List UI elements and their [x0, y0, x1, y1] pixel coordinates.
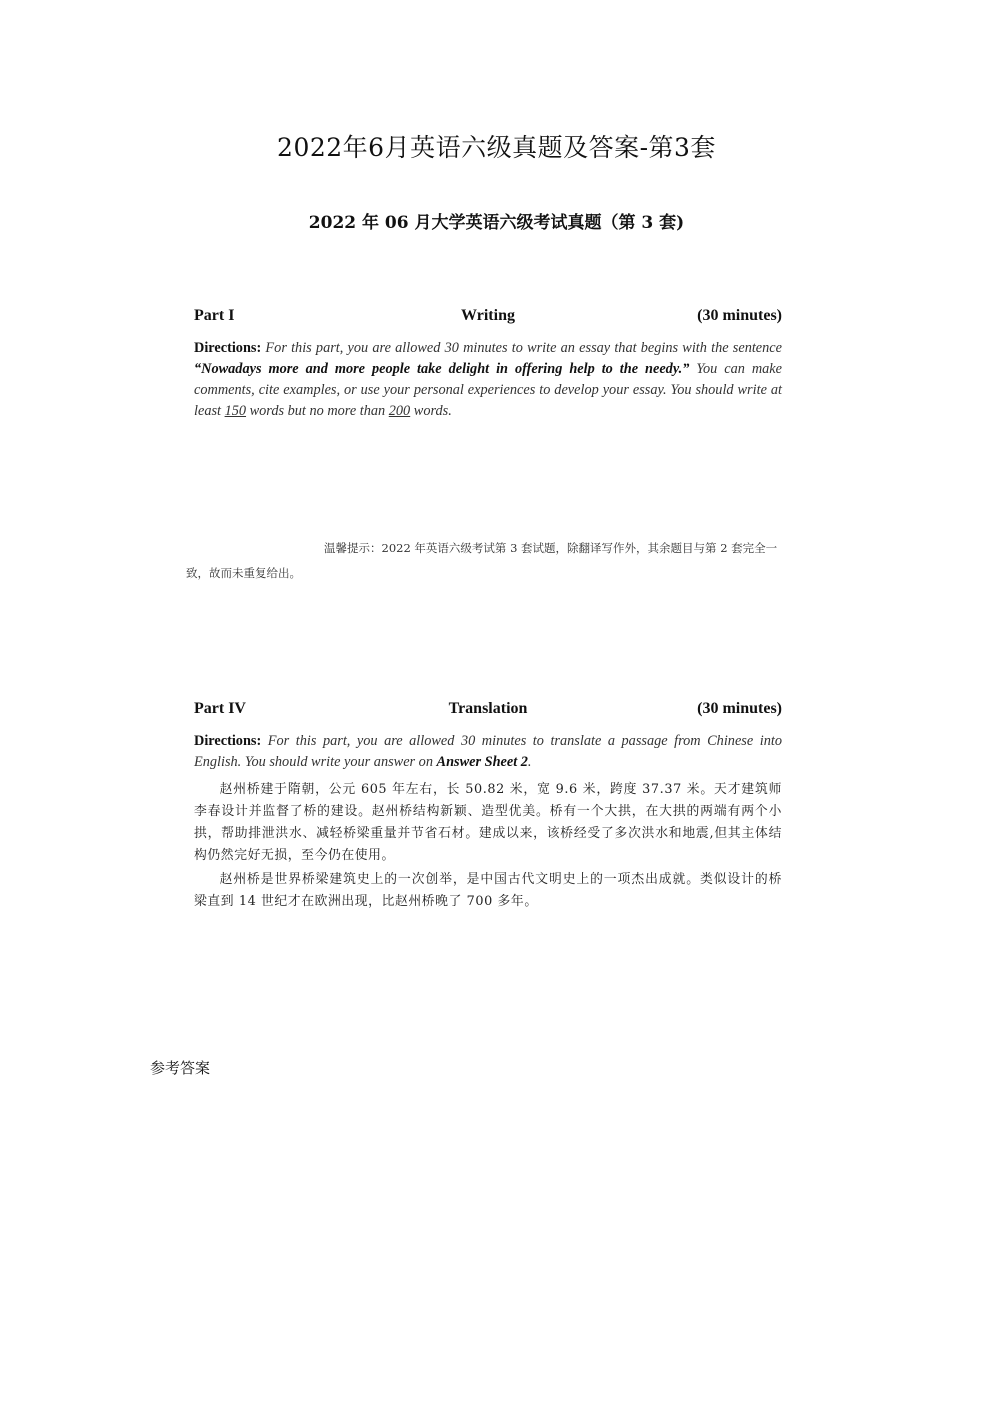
part1-directions-text: For this part, you are allowed 30 minutes to write an essay that begins with the sentence [261, 340, 782, 356]
exam-tip-text: 温馨提示：2022 年英语六级考试第 3 套试题，除翻译写作外，其余题目与第 2 套完全一致，故而未重复给出。 [186, 541, 778, 580]
part4-directions [194, 731, 782, 773]
translation-paragraph: 赵州桥是世界桥梁建筑史上的一次创举，是中国古代文明史上的一项杰出成就。类似设计的桥梁直到 14 世纪才在欧洲出现，比赵州桥晚了 700 多年。 [194, 872, 782, 909]
part1-section-name: Writing [461, 307, 515, 324]
part4-directions-label: Directions: [194, 733, 262, 749]
document-title: 2022年6月英语六级真题及答案-第3套 [277, 133, 716, 162]
part4-section-name: Translation [448, 700, 528, 717]
part1-directions [194, 338, 782, 422]
part4-answer-sheet: Answer Sheet 2 [436, 754, 528, 770]
part1-header [194, 307, 782, 329]
translation-paragraph: 赵州桥建于隋朝，公元 605 年左右，长 50.82 米，宽 9.6 米，跨度 37.37 米。天才建筑师李春设计并监督了桥的建设。赵州桥结构新颖、造型优美。桥有一个大拱，在大拱的两端有两个小拱，帮助排泄洪水、减轻桥梁重量并节省石材。建成以来，该桥经受了多次洪水和地震,但其主体结构仍然完好无损，至今仍在使用。 [194, 782, 782, 863]
reference-answer-heading: 参考答案 [150, 1059, 211, 1077]
part4-header [194, 700, 782, 722]
part4-directions-text: For this part, you are allowed 30 minutes to translate a passage from Chinese into English. You should write your answer on [194, 733, 782, 770]
part1-time: (30 minutes) [697, 307, 782, 324]
exam-subtitle: 2022 年 06 月大学英语六级考试真题（第 3 套) [308, 213, 685, 233]
part1-directions-text: words but no more than [246, 403, 389, 419]
part1-directions-text: words. [410, 403, 452, 419]
part4-time: (30 minutes) [697, 700, 782, 717]
part1-min-words: 150 [224, 403, 247, 419]
part1-essay-prompt: “Nowadays more and more people take delight in offering help to the needy.” [194, 361, 690, 377]
exam-tip [186, 536, 782, 586]
part1-label: Part I [194, 307, 235, 324]
part4-label: Part IV [194, 700, 246, 717]
part1-directions-label: Directions: [194, 340, 262, 356]
part4-directions-text: . [527, 754, 532, 770]
part1-max-words: 200 [388, 403, 411, 419]
part1-directions-text: You can make comments, cite examples, or use your personal experiences to develop your essay. You should write at least [194, 361, 782, 419]
